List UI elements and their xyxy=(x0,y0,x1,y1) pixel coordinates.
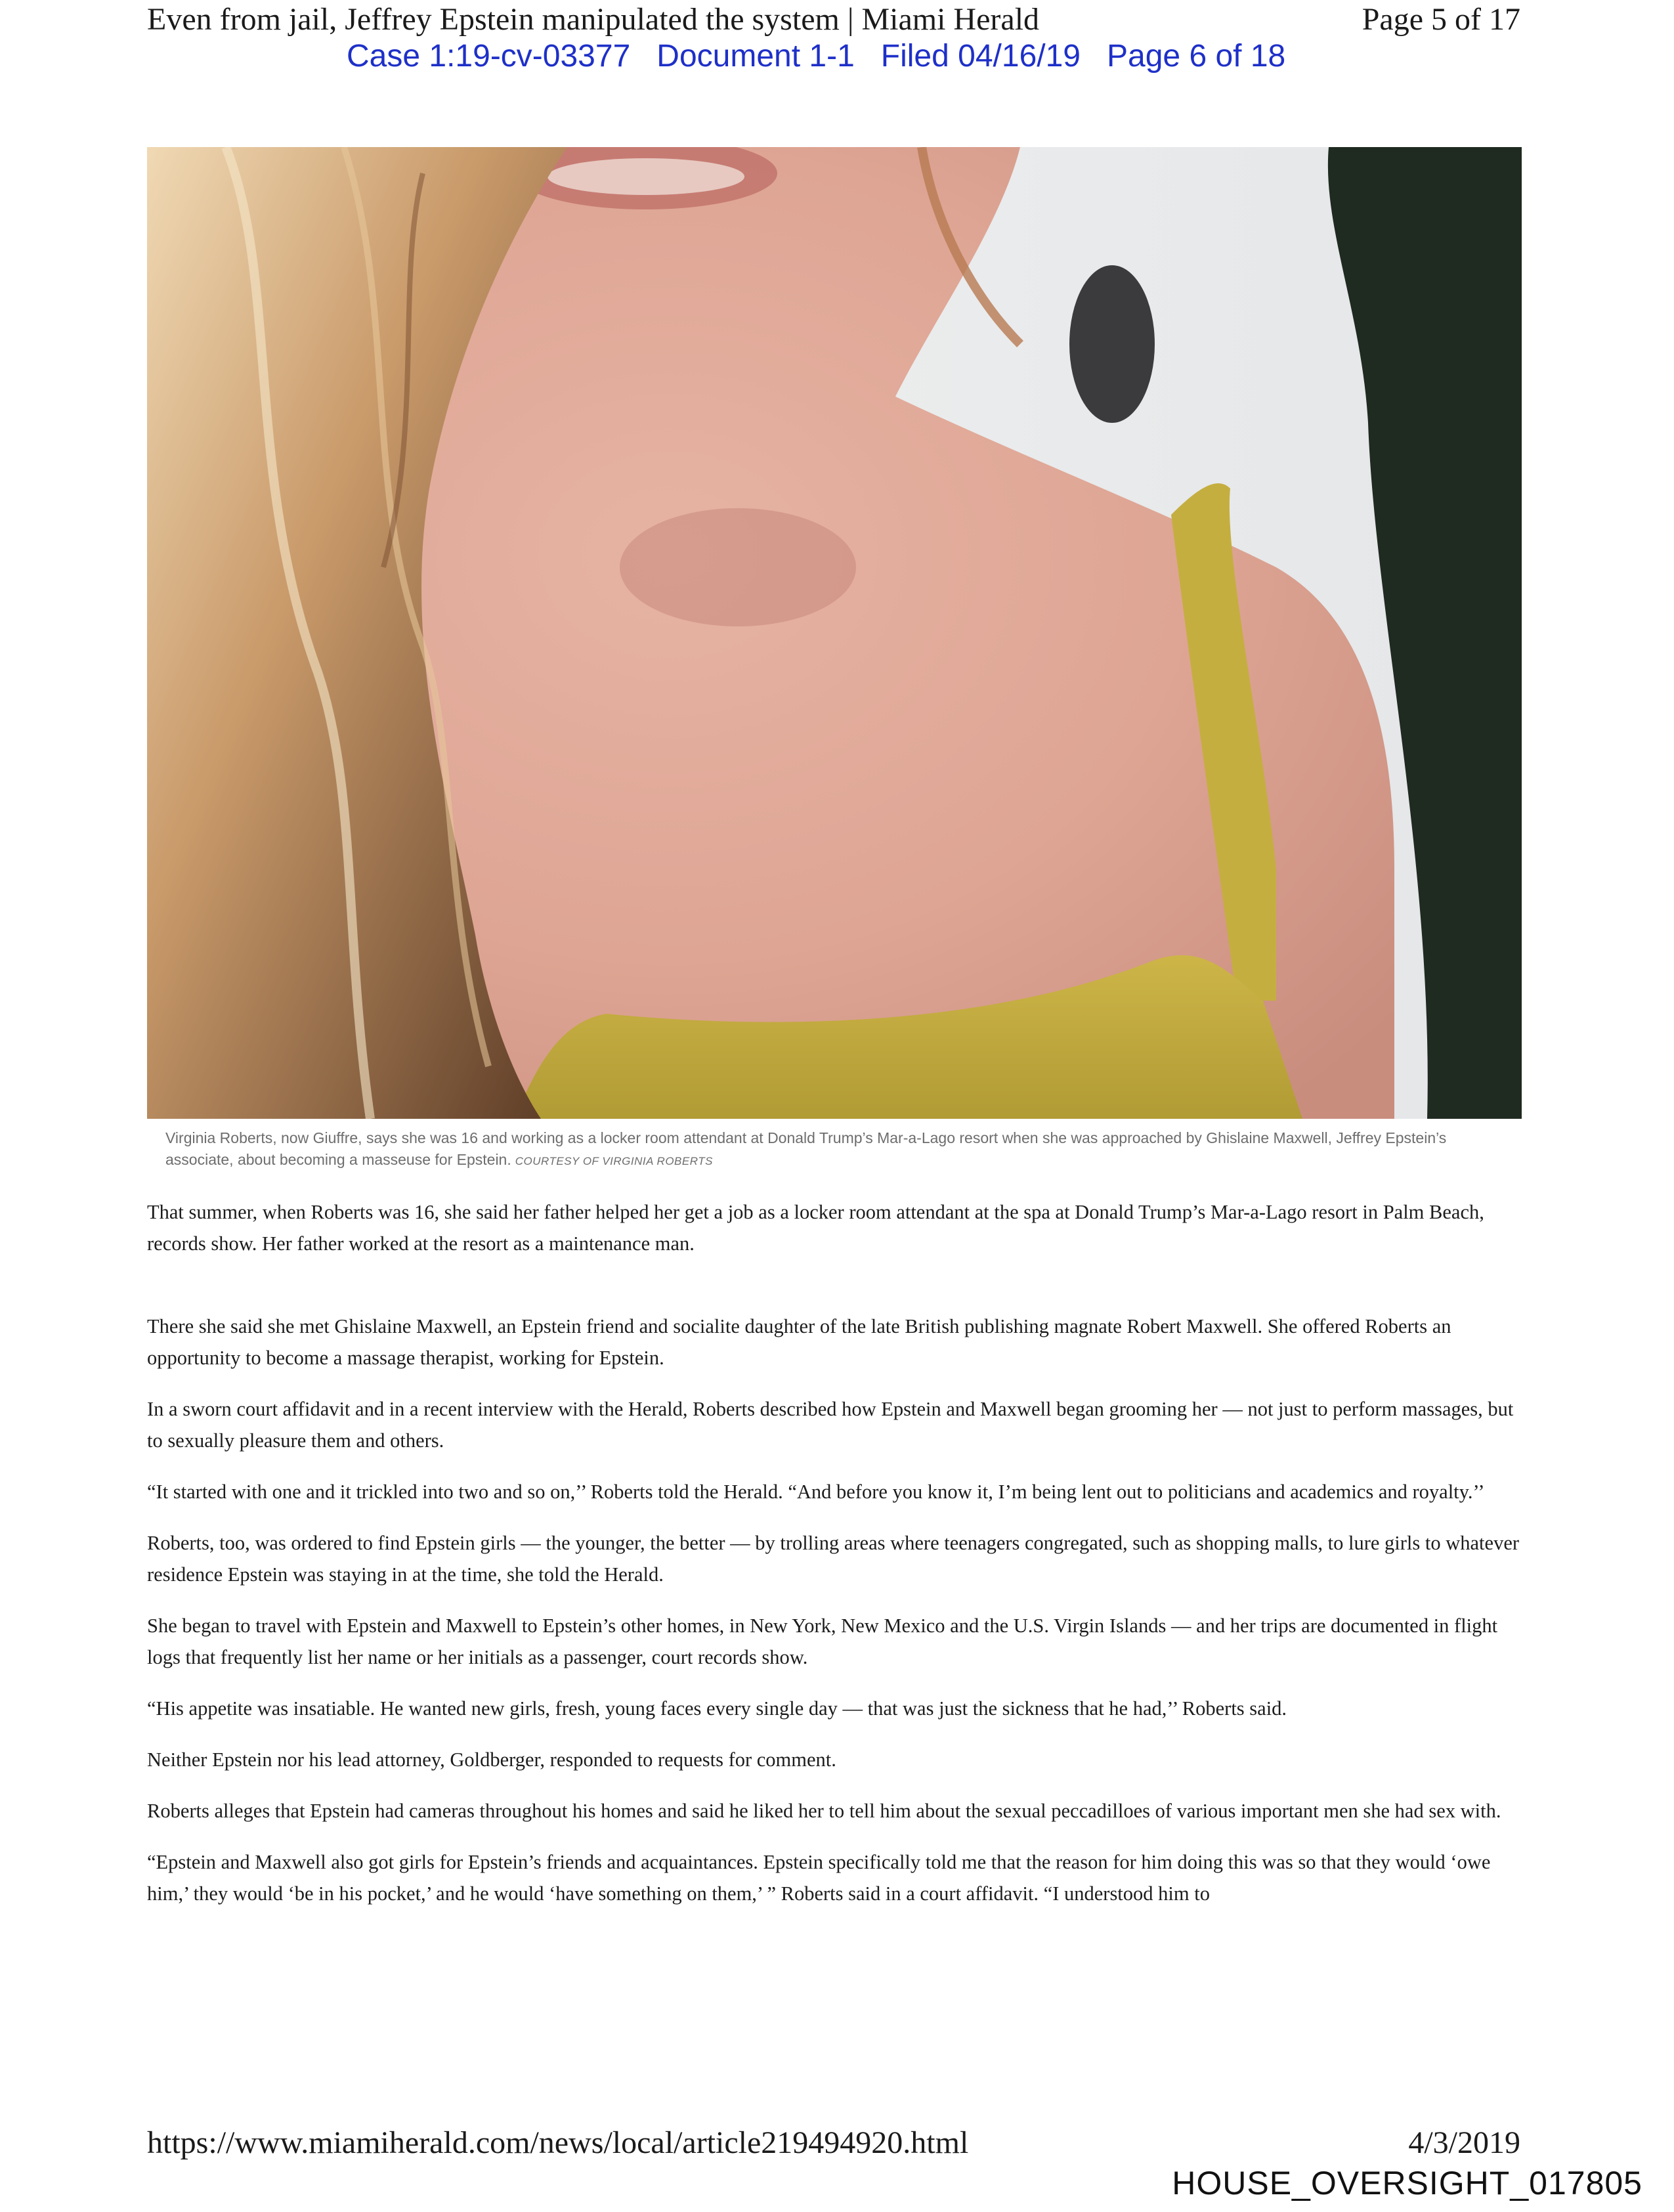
photo-illustration xyxy=(147,147,1522,1119)
article-paragraph: “Epstein and Maxwell also got girls for Epstein’s friends and acquaintances. Epstein specifically told me that the reason for him doing this was so that they would ‘owe him,’ they would ‘be in his pocket,’ and he would ‘have something on them,’ ” Roberts said in a court affidavit. “I understood him to xyxy=(147,1851,1491,1905)
article-photo xyxy=(147,147,1522,1119)
stamp-case-number: Case 1:19-cv-03377 xyxy=(347,39,631,74)
article-body xyxy=(147,1196,1526,1909)
court-filing-stamp xyxy=(347,38,1285,74)
article-paragraph: Neither Epstein nor his lead attorney, Goldberger, responded to requests for comment. xyxy=(147,1748,836,1771)
source-url: https://www.miamiherald.com/news/local/article219494920.html xyxy=(147,2125,969,2160)
photo-caption xyxy=(165,1127,1498,1172)
print-page-number: Page 5 of 17 xyxy=(1362,2,1520,37)
photo-caption-text: Virginia Roberts, now Giuffre, says she was 16 and working as a locker room attendant at Donald Trump’s Mar-a-Lago resort when she was approached by Ghislaine Maxwell, Jeffrey Epstein’s associate, about becoming a masseuse for Epstein. xyxy=(165,1129,1447,1168)
photo-credit: COURTESY OF VIRGINIA ROBERTS xyxy=(515,1155,713,1167)
article-paragraph: She began to travel with Epstein and Maxwell to Epstein’s other homes, in New York, New Mexico and the U.S. Virgin Islands — and her trips are documented in flight logs that frequently list her name or her initials as a passenger, court records show. xyxy=(147,1615,1498,1668)
bates-number: HOUSE_OVERSIGHT_017805 xyxy=(1172,2165,1642,2201)
stamp-filed-date: Filed 04/16/19 xyxy=(880,39,1081,74)
article-paragraph: “It started with one and it trickled into two and so on,’’ Roberts told the Herald. “And before you know it, I’m being lent out to politicians and academics and royalty.’’ xyxy=(147,1481,1485,1503)
stamp-document-number: Document 1-1 xyxy=(656,39,855,74)
article-paragraph: Roberts, too, was ordered to find Epstein girls — the younger, the better — by trolling areas where teenagers congregated, such as shopping malls, to lure girls to whatever residence Epstein was staying in at the time, she told the Herald. xyxy=(147,1532,1520,1586)
article-paragraph: Roberts alleges that Epstein had cameras throughout his homes and said he liked her to tell him about the sexual peccadilloes of various important men she had sex with. xyxy=(147,1800,1501,1822)
print-date: 4/3/2019 xyxy=(1408,2125,1520,2160)
stamp-page-number: Page 6 of 18 xyxy=(1107,39,1286,74)
article-paragraph: That summer, when Roberts was 16, she said her father helped her get a job as a locker room attendant at the spa at Donald Trump’s Mar-a-Lago resort in Palm Beach, records show. Her father worked at the resort as a maintenance man. xyxy=(147,1201,1484,1255)
article-paragraph: There she said she met Ghislaine Maxwell, an Epstein friend and socialite daughter of the late British publishing magnate Robert Maxwell. She offered Roberts an opportunity to become a massage therapist, working for Epstein. xyxy=(147,1315,1451,1369)
article-title-header: Even from jail, Jeffrey Epstein manipulated the system | Miami Herald xyxy=(147,2,1040,37)
article-paragraph: “His appetite was insatiable. He wanted new girls, fresh, young faces every single day — that was just the sickness that he had,’’ Roberts said. xyxy=(147,1697,1287,1720)
article-paragraph: In a sworn court affidavit and in a recent interview with the Herald, Roberts described how Epstein and Maxwell began grooming her — not just to perform massages, but to sexually pleasure them and others. xyxy=(147,1398,1514,1452)
